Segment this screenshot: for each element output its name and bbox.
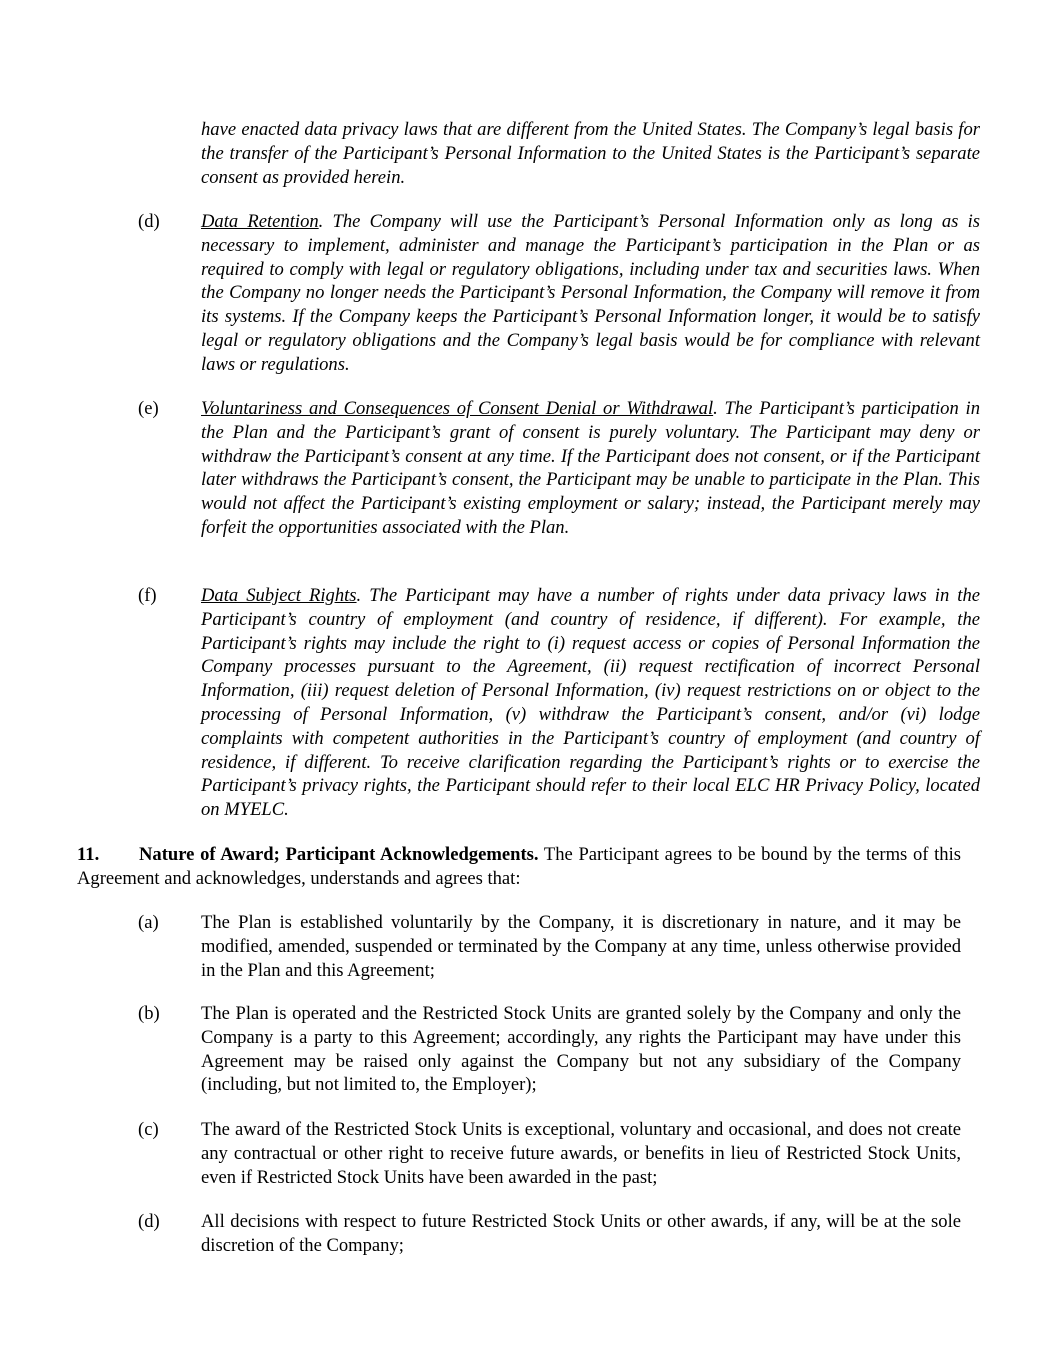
item-title: Data Subject Rights [201,585,357,606]
item-title: Data Retention [201,211,319,232]
data-retention-paragraph [201,210,980,377]
ack-item-c: The award of the Restricted Stock Units is exceptional, voluntary and occasional, and does not create any contractual or other right to receive future awards, or benefits in lieu of Restricted Stock Units, even if Restricted Stock Units have been awarded in the past; [201,1119,961,1188]
item-label: (b) [138,1003,160,1024]
ack-item-d: All decisions with respect to future Restricted Stock Units or other awards, if any, will be at the sole discretion of the Company; [201,1211,961,1256]
item-label: (c) [138,1119,159,1140]
section-number: 11. [77,844,100,865]
section-intro: The Participant agrees to be bound by the terms of this Agreement and acknowledges, understands and agrees that: [77,844,961,889]
item-title: Voluntariness and Consequences of Consent Denial or Withdrawal [201,398,714,419]
item-label: (e) [138,398,159,419]
continuation-paragraph: have enacted data privacy laws that are different from the United States. The Company’s legal basis for the transfer of the Participant’s Personal Information to the United States is the Participant’s separate consent as provided herein. [201,119,980,188]
ack-item-a: The Plan is established voluntarily by the Company, it is discretionary in nature, and it may be modified, amended, suspended or terminated by the Company at any time, unless otherwise provided in the Plan and this Agreement; [201,912,961,981]
item-text: . The Participant may have a number of rights under data privacy laws in the Participant’s country of employment (and country of residence, if different). For example, the Participant’s rights may include the right to (i) request access or copies of Personal Information the Company processes pursuant to the Agreement, (ii) request rectification of incorrect Personal Information, (iii) request deletion of Personal Information, (iv) request restrictions on or object to the processing of Personal Information, (v) withdraw the Participant’s consent, and/or (vi) lodge complaints with competent authorities in the Participant’s country of employment (and country of residence, if different. To receive clarification regarding the Participant’s rights or to exercise the Participant’s privacy rights, the Participant should refer to their local ELC HR Privacy Policy, located on MYELC. [201,585,981,821]
item-label: (d) [138,1211,160,1232]
item-label: (d) [138,211,160,232]
item-label: (f) [138,585,157,606]
ack-item-b: The Plan is operated and the Restricted Stock Units are granted solely by the Company and only the Company is a party to this Agreement; accordingly, any rights the Participant may have under this Agreement may be raised only against the Company but not any subsidiary of the Company (including, but not limited to, the Employer); [201,1003,961,1096]
data-subject-rights-paragraph [201,584,980,822]
item-text: . The Company will use the Participant’s Personal Information only as long as is necessary to implement, administer and manage the Participant’s participation in the Plan or as required to comply with legal or regulatory obligations, including under tax and securities laws. When the Company no longer needs the Participant’s Personal Information, the Company will remove it from its systems. If the Company keeps the Participant’s Personal Information longer, it would be to satisfy legal or regulatory obligations and the Company’s legal basis would be for compliance with relevant laws or regulations. [201,211,980,375]
section-heading: Nature of Award; Participant Acknowledgements. [139,844,539,865]
section-11-paragraph [77,843,961,891]
item-text: . The Participant’s participation in the Plan and the Participant’s grant of consent is purely voluntary. The Participant may deny or withdraw the Participant’s consent at any time. If the Participant does not consent, or if the Participant later withdraws the Participant’s consent, the Participant may be unable to participate in the Plan. This would not affect the Participant’s existing employment or salary; instead, the Participant merely may forfeit the opportunities associated with the Plan. [201,398,980,538]
item-label: (a) [138,912,159,933]
voluntariness-paragraph [201,397,980,540]
